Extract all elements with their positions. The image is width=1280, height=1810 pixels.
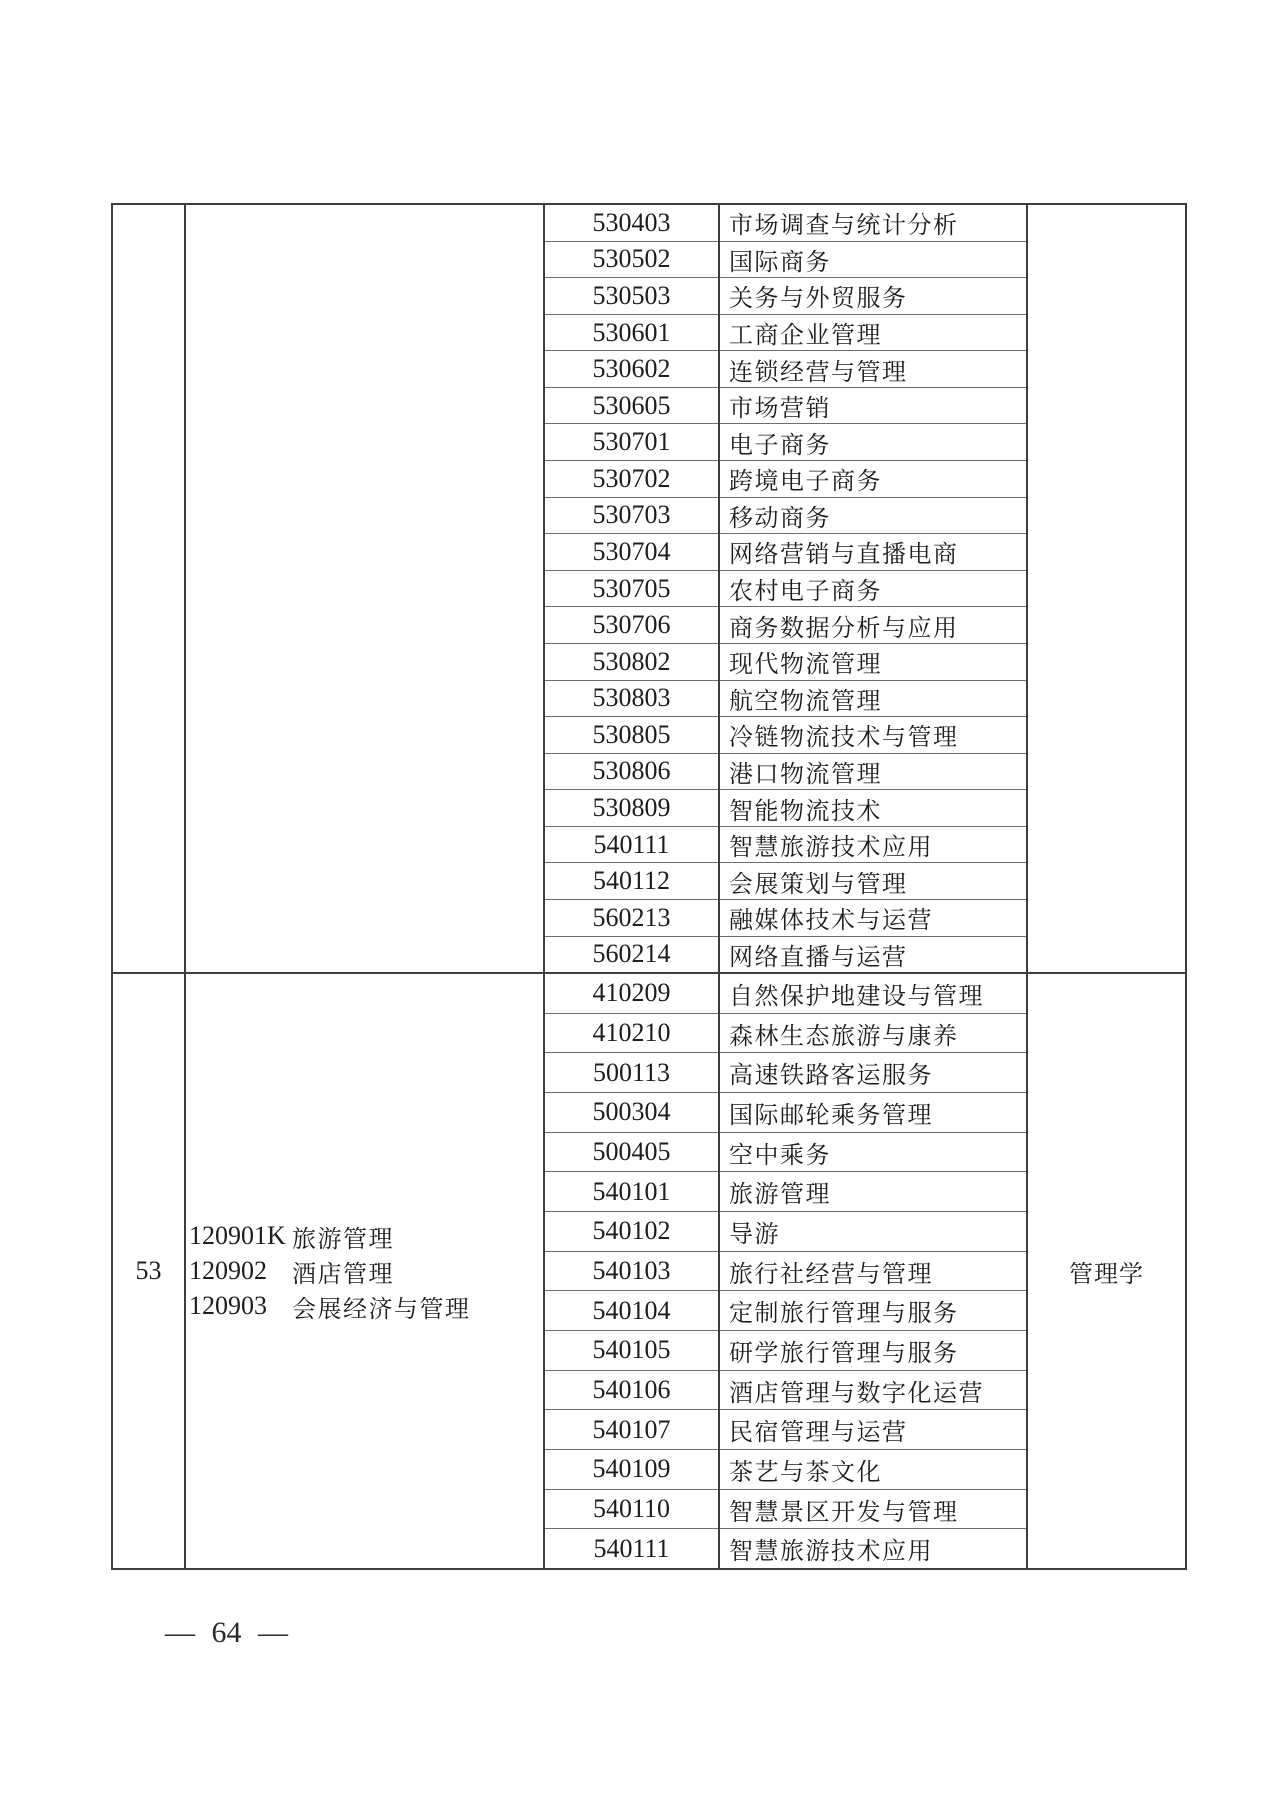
specialty-name: 工商企业管理	[729, 323, 882, 350]
specialty-code: 530701	[592, 427, 671, 457]
table-row	[545, 205, 1026, 242]
specialty-name: 会展策划与管理	[729, 871, 908, 898]
table-row	[545, 974, 1026, 1014]
specialty-code: 540106	[592, 1375, 671, 1405]
section2-specialty-rows	[545, 974, 1026, 1568]
specialty-code: 410210	[592, 1018, 671, 1047]
specialty-name: 智慧景区开发与管理	[729, 1499, 959, 1526]
specialty-code: 500113	[592, 1057, 671, 1087]
specialty-name: 旅游管理	[729, 1182, 831, 1209]
table-row	[545, 607, 1026, 644]
undergrad-major-line	[189, 1289, 543, 1324]
specialty-code: 530705	[592, 573, 671, 603]
specialty-code: 530601	[592, 317, 671, 347]
specialty-name: 冷链物流技术与管理	[729, 725, 959, 752]
section1-specialty-rows	[545, 205, 1026, 972]
specialty-name: 市场调查与统计分析	[729, 213, 959, 240]
table-row	[545, 534, 1026, 571]
table-row	[545, 1291, 1026, 1331]
undergrad-major-name: 会展经济与管理	[292, 1296, 471, 1323]
specialty-name: 市场营销	[729, 396, 831, 423]
specialty-code: 540107	[592, 1414, 671, 1444]
table-row	[545, 388, 1026, 425]
specialty-name: 空中乘务	[729, 1142, 831, 1169]
specialty-code: 530602	[592, 354, 671, 384]
table-row	[545, 754, 1026, 791]
specialty-code: 530706	[592, 610, 671, 640]
table-row	[545, 571, 1026, 608]
specialty-code: 500405	[592, 1137, 671, 1167]
table-row	[545, 1450, 1026, 1490]
specialty-code: 530502	[592, 244, 671, 274]
undergrad-major-name: 酒店管理	[292, 1261, 394, 1288]
specialty-code: 530703	[592, 500, 671, 530]
specialty-name: 智慧旅游技术应用	[729, 835, 933, 862]
specialty-code: 540110	[592, 1494, 671, 1524]
table-row	[545, 1172, 1026, 1212]
specialty-code: 530803	[592, 683, 671, 713]
table-row	[545, 937, 1026, 973]
specialty-code: 530503	[592, 280, 671, 310]
specialty-code: 540103	[592, 1256, 671, 1286]
specialty-code: 540111	[593, 1533, 670, 1563]
specialty-code: 540102	[592, 1216, 671, 1246]
undergrad-major-line	[189, 1219, 543, 1254]
specialty-name: 国际邮轮乘务管理	[729, 1102, 933, 1129]
specialty-code: 410209	[592, 978, 671, 1008]
specialty-name: 民宿管理与运营	[729, 1420, 908, 1447]
table-row	[545, 1529, 1026, 1568]
specialty-name: 航空物流管理	[729, 688, 882, 715]
specialty-code: 540101	[592, 1176, 671, 1206]
specialty-name: 农村电子商务	[729, 579, 882, 606]
specialty-code: 530605	[592, 390, 671, 420]
specialty-code: 560214	[592, 939, 671, 969]
table-row	[545, 717, 1026, 754]
table-row	[545, 351, 1026, 388]
undergrad-majors-cell	[186, 974, 543, 1568]
table-row	[545, 242, 1026, 279]
table-row	[545, 1371, 1026, 1411]
specialty-code: 530805	[592, 719, 671, 749]
specialty-name: 智能物流技术	[729, 798, 882, 825]
specialty-code: 560213	[592, 902, 671, 932]
specialty-name: 现代物流管理	[729, 652, 882, 679]
column-divider-line	[718, 205, 720, 1568]
table-row	[545, 498, 1026, 535]
table-row	[545, 900, 1026, 937]
specialty-code: 530806	[592, 756, 671, 786]
specialty-name: 网络营销与直播电商	[729, 542, 959, 569]
specialty-name: 旅行社经营与管理	[729, 1261, 933, 1288]
majors-mapping-table	[111, 203, 1187, 1570]
specialty-code: 540112	[592, 866, 671, 896]
specialty-code: 540111	[593, 829, 670, 859]
specialty-name: 自然保护地建设与管理	[729, 983, 984, 1010]
table-row	[545, 424, 1026, 461]
column-divider-line	[184, 205, 186, 1568]
undergrad-major-code: 120902	[189, 1256, 267, 1285]
specialty-name: 研学旅行管理与服务	[729, 1340, 959, 1367]
specialty-code: 530704	[592, 536, 671, 566]
table-row	[545, 644, 1026, 681]
table-row	[545, 681, 1026, 718]
specialty-name: 网络直播与运营	[729, 944, 908, 971]
specialty-code: 530702	[592, 463, 671, 493]
table-row	[545, 278, 1026, 315]
specialty-code: 530403	[592, 207, 671, 237]
specialty-name: 智慧旅游技术应用	[729, 1539, 933, 1566]
table-row	[545, 1212, 1026, 1252]
specialty-name: 移动商务	[729, 505, 831, 532]
table-row	[545, 1133, 1026, 1173]
table-row	[545, 863, 1026, 900]
table-row	[545, 827, 1026, 864]
specialty-name: 商务数据分析与应用	[729, 615, 959, 642]
specialty-name: 连锁经营与管理	[729, 359, 908, 386]
specialty-name: 森林生态旅游与康养	[729, 1023, 959, 1050]
discipline-category: 管理学	[1069, 1261, 1144, 1288]
section-divider-line	[113, 972, 1185, 974]
specialty-code: 530802	[592, 646, 671, 676]
specialty-name: 国际商务	[729, 249, 831, 276]
table-row	[545, 1053, 1026, 1093]
specialty-code: 540109	[592, 1454, 671, 1484]
table-row	[545, 1252, 1026, 1292]
specialty-name: 电子商务	[729, 432, 831, 459]
table-row	[545, 790, 1026, 827]
table-row	[545, 1490, 1026, 1530]
specialty-code: 540104	[592, 1295, 671, 1325]
specialty-name: 港口物流管理	[729, 761, 882, 788]
table-row	[545, 1331, 1026, 1371]
specialty-name: 跨境电子商务	[729, 469, 882, 496]
page-number: — 64 —	[165, 1616, 288, 1649]
specialty-name: 导游	[729, 1221, 780, 1248]
column-divider-line	[543, 205, 545, 1568]
specialty-name: 高速铁路客运服务	[729, 1063, 933, 1090]
specialty-name: 酒店管理与数字化运营	[729, 1380, 984, 1407]
specialty-name: 关务与外贸服务	[729, 286, 908, 313]
table-row	[545, 1093, 1026, 1133]
undergrad-major-code: 120903	[189, 1291, 267, 1320]
specialty-code: 500304	[592, 1097, 671, 1127]
table-row	[545, 1014, 1026, 1054]
undergrad-major-line	[189, 1254, 543, 1289]
column-divider-line	[1026, 205, 1028, 1568]
undergrad-major-name: 旅游管理	[292, 1226, 394, 1253]
row-number: 53	[135, 1256, 162, 1285]
undergrad-major-code: 120901K	[189, 1221, 286, 1250]
specialty-code: 540105	[592, 1335, 671, 1365]
specialty-name: 定制旅行管理与服务	[729, 1301, 959, 1328]
specialty-code: 530809	[592, 793, 671, 823]
specialty-name: 茶艺与茶文化	[729, 1459, 882, 1486]
table-row	[545, 461, 1026, 498]
table-row	[545, 1410, 1026, 1450]
specialty-name: 融媒体技术与运营	[729, 908, 933, 935]
table-row	[545, 315, 1026, 352]
